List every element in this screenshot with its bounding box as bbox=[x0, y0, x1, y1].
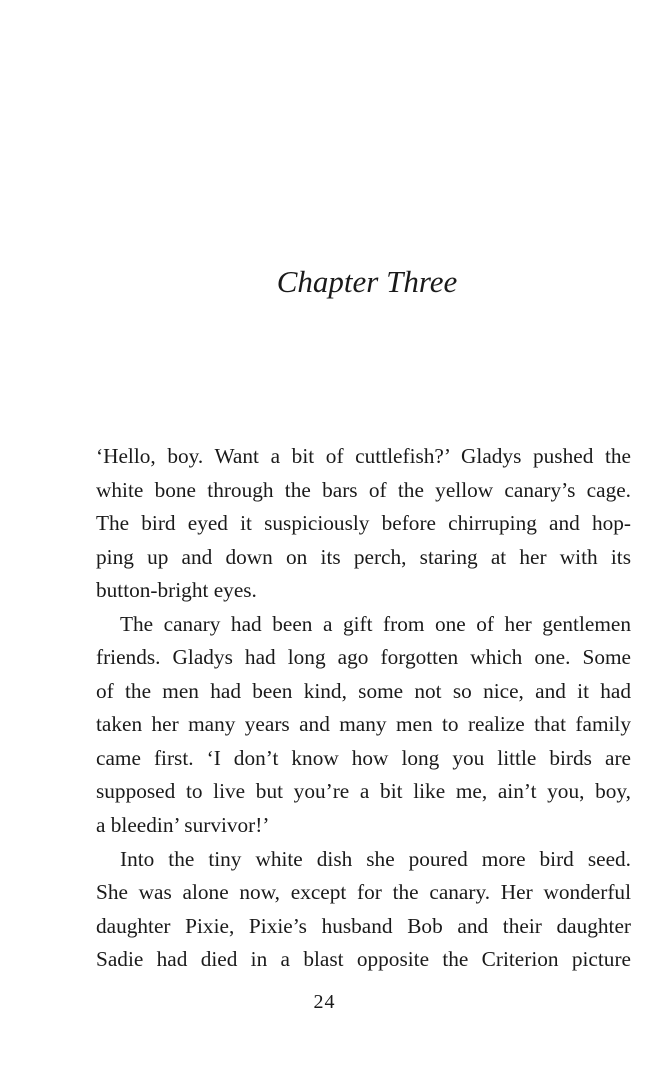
body-text bbox=[96, 440, 631, 977]
text-line: came first. ‘I don’t know how long you little birds are bbox=[96, 745, 631, 770]
text-line: white bone through the bars of the yellow canary’s cage. bbox=[96, 477, 631, 502]
text-line: taken her many years and many men to realize that family bbox=[96, 712, 631, 737]
text-line: The canary had been a gift from one of her gentlemen bbox=[120, 611, 631, 636]
text-line: button-bright eyes. bbox=[96, 578, 257, 603]
text-line: supposed to live but you’re a bit like me, ain’t you, boy, bbox=[96, 779, 631, 804]
text-line: The bird eyed it suspiciously before chirruping and hop- bbox=[96, 511, 631, 536]
text-line: friends. Gladys had long ago forgotten which one. Some bbox=[96, 645, 631, 670]
text-line: a bleedin’ survivor!’ bbox=[96, 813, 270, 838]
text-line: Into the tiny white dish she poured more bird seed. bbox=[120, 846, 631, 871]
text-line: ‘Hello, boy. Want a bit of cuttlefish?’ Gladys pushed the bbox=[96, 444, 631, 468]
chapter-title: Chapter Three bbox=[276, 264, 458, 299]
text-line: ping up and down on its perch, staring at her with its bbox=[96, 544, 631, 569]
text-line: of the men had been kind, some not so nice, and it had bbox=[96, 678, 631, 703]
text-line: Sadie had died in a blast opposite the Criterion picture bbox=[96, 947, 631, 972]
text-line: daughter Pixie, Pixie’s husband Bob and their daughter bbox=[96, 913, 631, 938]
page-number: 24 bbox=[313, 991, 336, 1013]
text-line: She was alone now, except for the canary. Her wonderful bbox=[96, 880, 631, 905]
